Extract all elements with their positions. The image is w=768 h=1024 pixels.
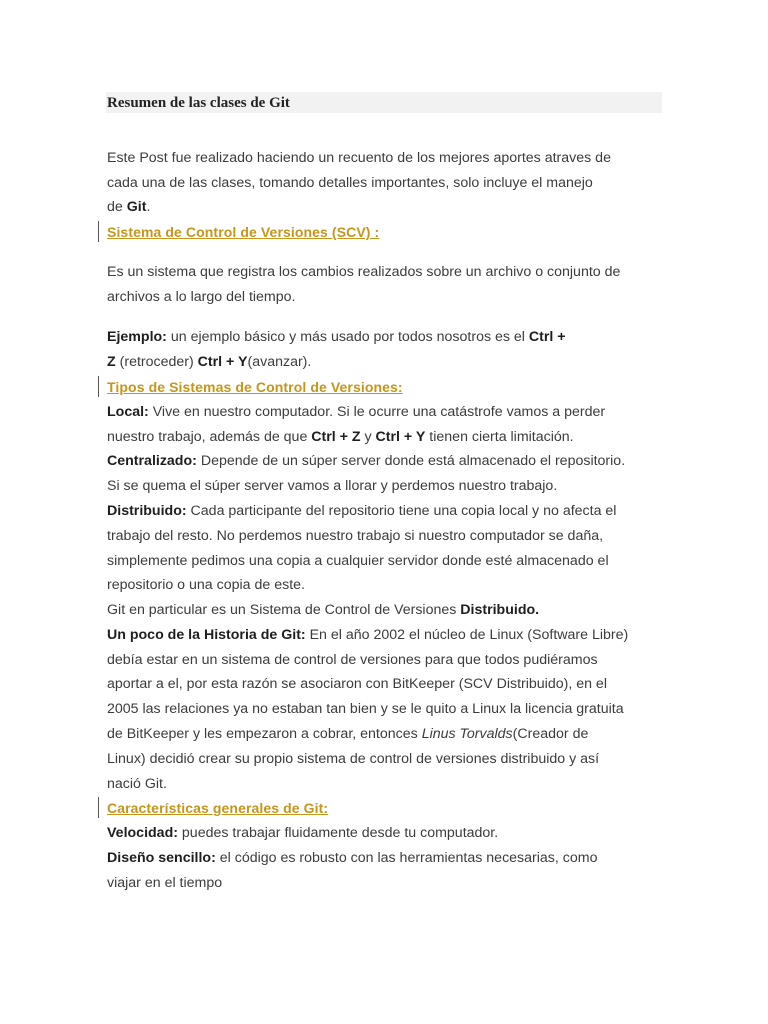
text-cursor-mark <box>98 376 99 397</box>
ejemplo-ctrl: Ctrl + <box>528 329 566 345</box>
centralizado-line-1 <box>107 451 625 471</box>
distribuido-label: Distribuido: <box>107 503 187 519</box>
centralizado-line-2: Si se quema el súper server vamos a llorar y perdemos nuestro trabajo. <box>107 478 558 494</box>
definition-line-2: archivos a lo largo del tiempo. <box>107 289 296 305</box>
ejemplo-z: Z <box>107 354 116 370</box>
historia-text-5: de BitKeeper y les empezaron a cobrar, entonces <box>107 726 422 742</box>
page-title: Resumen de las clases de Git <box>107 95 290 111</box>
ejemplo-text: un ejemplo básico y más usado por todos nosotros es el <box>166 329 529 345</box>
intro-line-2: cada una de las clases, tomando detalles importantes, solo incluye el manejo <box>107 175 593 191</box>
historia-line-6: Linux) decidió crear su propio sistema de control de versiones distribuido y así <box>107 751 600 767</box>
intro-line-1: Este Post fue realizado haciendo un recuento de los mejores aportes atraves de <box>107 150 611 166</box>
diseno-label: Diseño sencillo: <box>107 850 216 866</box>
local-text-3: tienen cierta limitación. <box>425 429 574 445</box>
historia-line-2: debía estar en un sistema de control de versiones para que todos pudiéramos <box>107 652 598 668</box>
local-line-1 <box>107 402 605 422</box>
historia-text: En el año 2002 el núcleo de Linux (Software Libre) <box>305 627 629 643</box>
ejemplo-line-2 <box>107 352 311 372</box>
heading-scv[interactable]: Sistema de Control de Versiones (SCV) : <box>107 224 380 240</box>
historia-line-5 <box>107 724 588 744</box>
intro-git-bold: Git <box>126 199 147 215</box>
ejemplo-undo: (retroceder) <box>115 354 198 370</box>
diseno-line-1 <box>107 848 597 868</box>
git-scv-line <box>107 600 539 620</box>
diseno-text: el código es robusto con las herramientas necesarias, como <box>215 850 598 866</box>
git-scv-bold: Distribuido. <box>460 602 540 618</box>
centralizado-label: Centralizado: <box>107 453 197 469</box>
historia-creator: (Creador de <box>512 726 589 742</box>
local-label: Local: <box>107 404 149 420</box>
heading-caracteristicas[interactable]: Características generales de Git: <box>107 800 329 816</box>
distribuido-line-2: trabajo del resto. No perdemos nuestro trabajo si nuestro computador se daña, <box>107 528 604 544</box>
historia-line-4: 2005 las relaciones ya no estaban tan bien y se le quito a Linux la licencia gratuita <box>107 701 624 717</box>
velocidad-label: Velocidad: <box>107 825 178 841</box>
historia-line-3: aportar a el, por esta razón se asociaron con BitKeeper (SCV Distribuido), en el <box>107 676 607 692</box>
git-scv-text: Git en particular es un Sistema de Control de Versiones <box>107 602 461 618</box>
distribuido-line-1 <box>107 501 616 521</box>
intro-line-3 <box>107 197 150 217</box>
centralizado-text: Depende de un súper server donde está almacenado el repositorio. <box>196 453 626 469</box>
ejemplo-line-1 <box>107 327 566 347</box>
historia-label: Un poco de la Historia de Git: <box>107 627 306 643</box>
distribuido-line-4: repositorio o una copia de este. <box>107 577 305 593</box>
historia-line-1 <box>107 625 628 645</box>
ejemplo-redo: (avanzar). <box>247 354 312 370</box>
velocidad-text: puedes trabajar fluidamente desde tu computador. <box>177 825 499 841</box>
ejemplo-label: Ejemplo: <box>107 329 167 345</box>
local-text: Vive en nuestro computador. Si le ocurre una catástrofe vamos a perder <box>148 404 606 420</box>
intro-text: de <box>107 199 127 215</box>
local-text-2: nuestro trabajo, además de que <box>107 429 312 445</box>
text-cursor-mark <box>98 221 99 242</box>
intro-period: . <box>146 199 151 215</box>
local-and: y <box>360 429 376 445</box>
velocidad-line <box>107 823 498 843</box>
heading-tipos[interactable]: Tipos de Sistemas de Control de Versiones: <box>107 379 403 395</box>
local-line-2 <box>107 427 574 447</box>
definition-line-1: Es un sistema que registra los cambios realizados sobre un archivo o conjunto de <box>107 264 621 280</box>
diseno-line-2: viajar en el tiempo <box>107 875 223 891</box>
distribuido-text: Cada participante del repositorio tiene una copia local y no afecta el <box>186 503 617 519</box>
text-cursor-mark <box>98 797 99 818</box>
historia-linus: Linus Torvalds <box>421 726 513 742</box>
local-ctrl-z: Ctrl + Z <box>311 429 361 445</box>
historia-line-7: nació Git. <box>107 776 167 792</box>
local-ctrl-y: Ctrl + Y <box>375 429 426 445</box>
distribuido-line-3: simplemente pedimos una copia a cualquier servidor donde esté almacenado el <box>107 553 609 569</box>
ejemplo-ctrl-y: Ctrl + Y <box>197 354 248 370</box>
